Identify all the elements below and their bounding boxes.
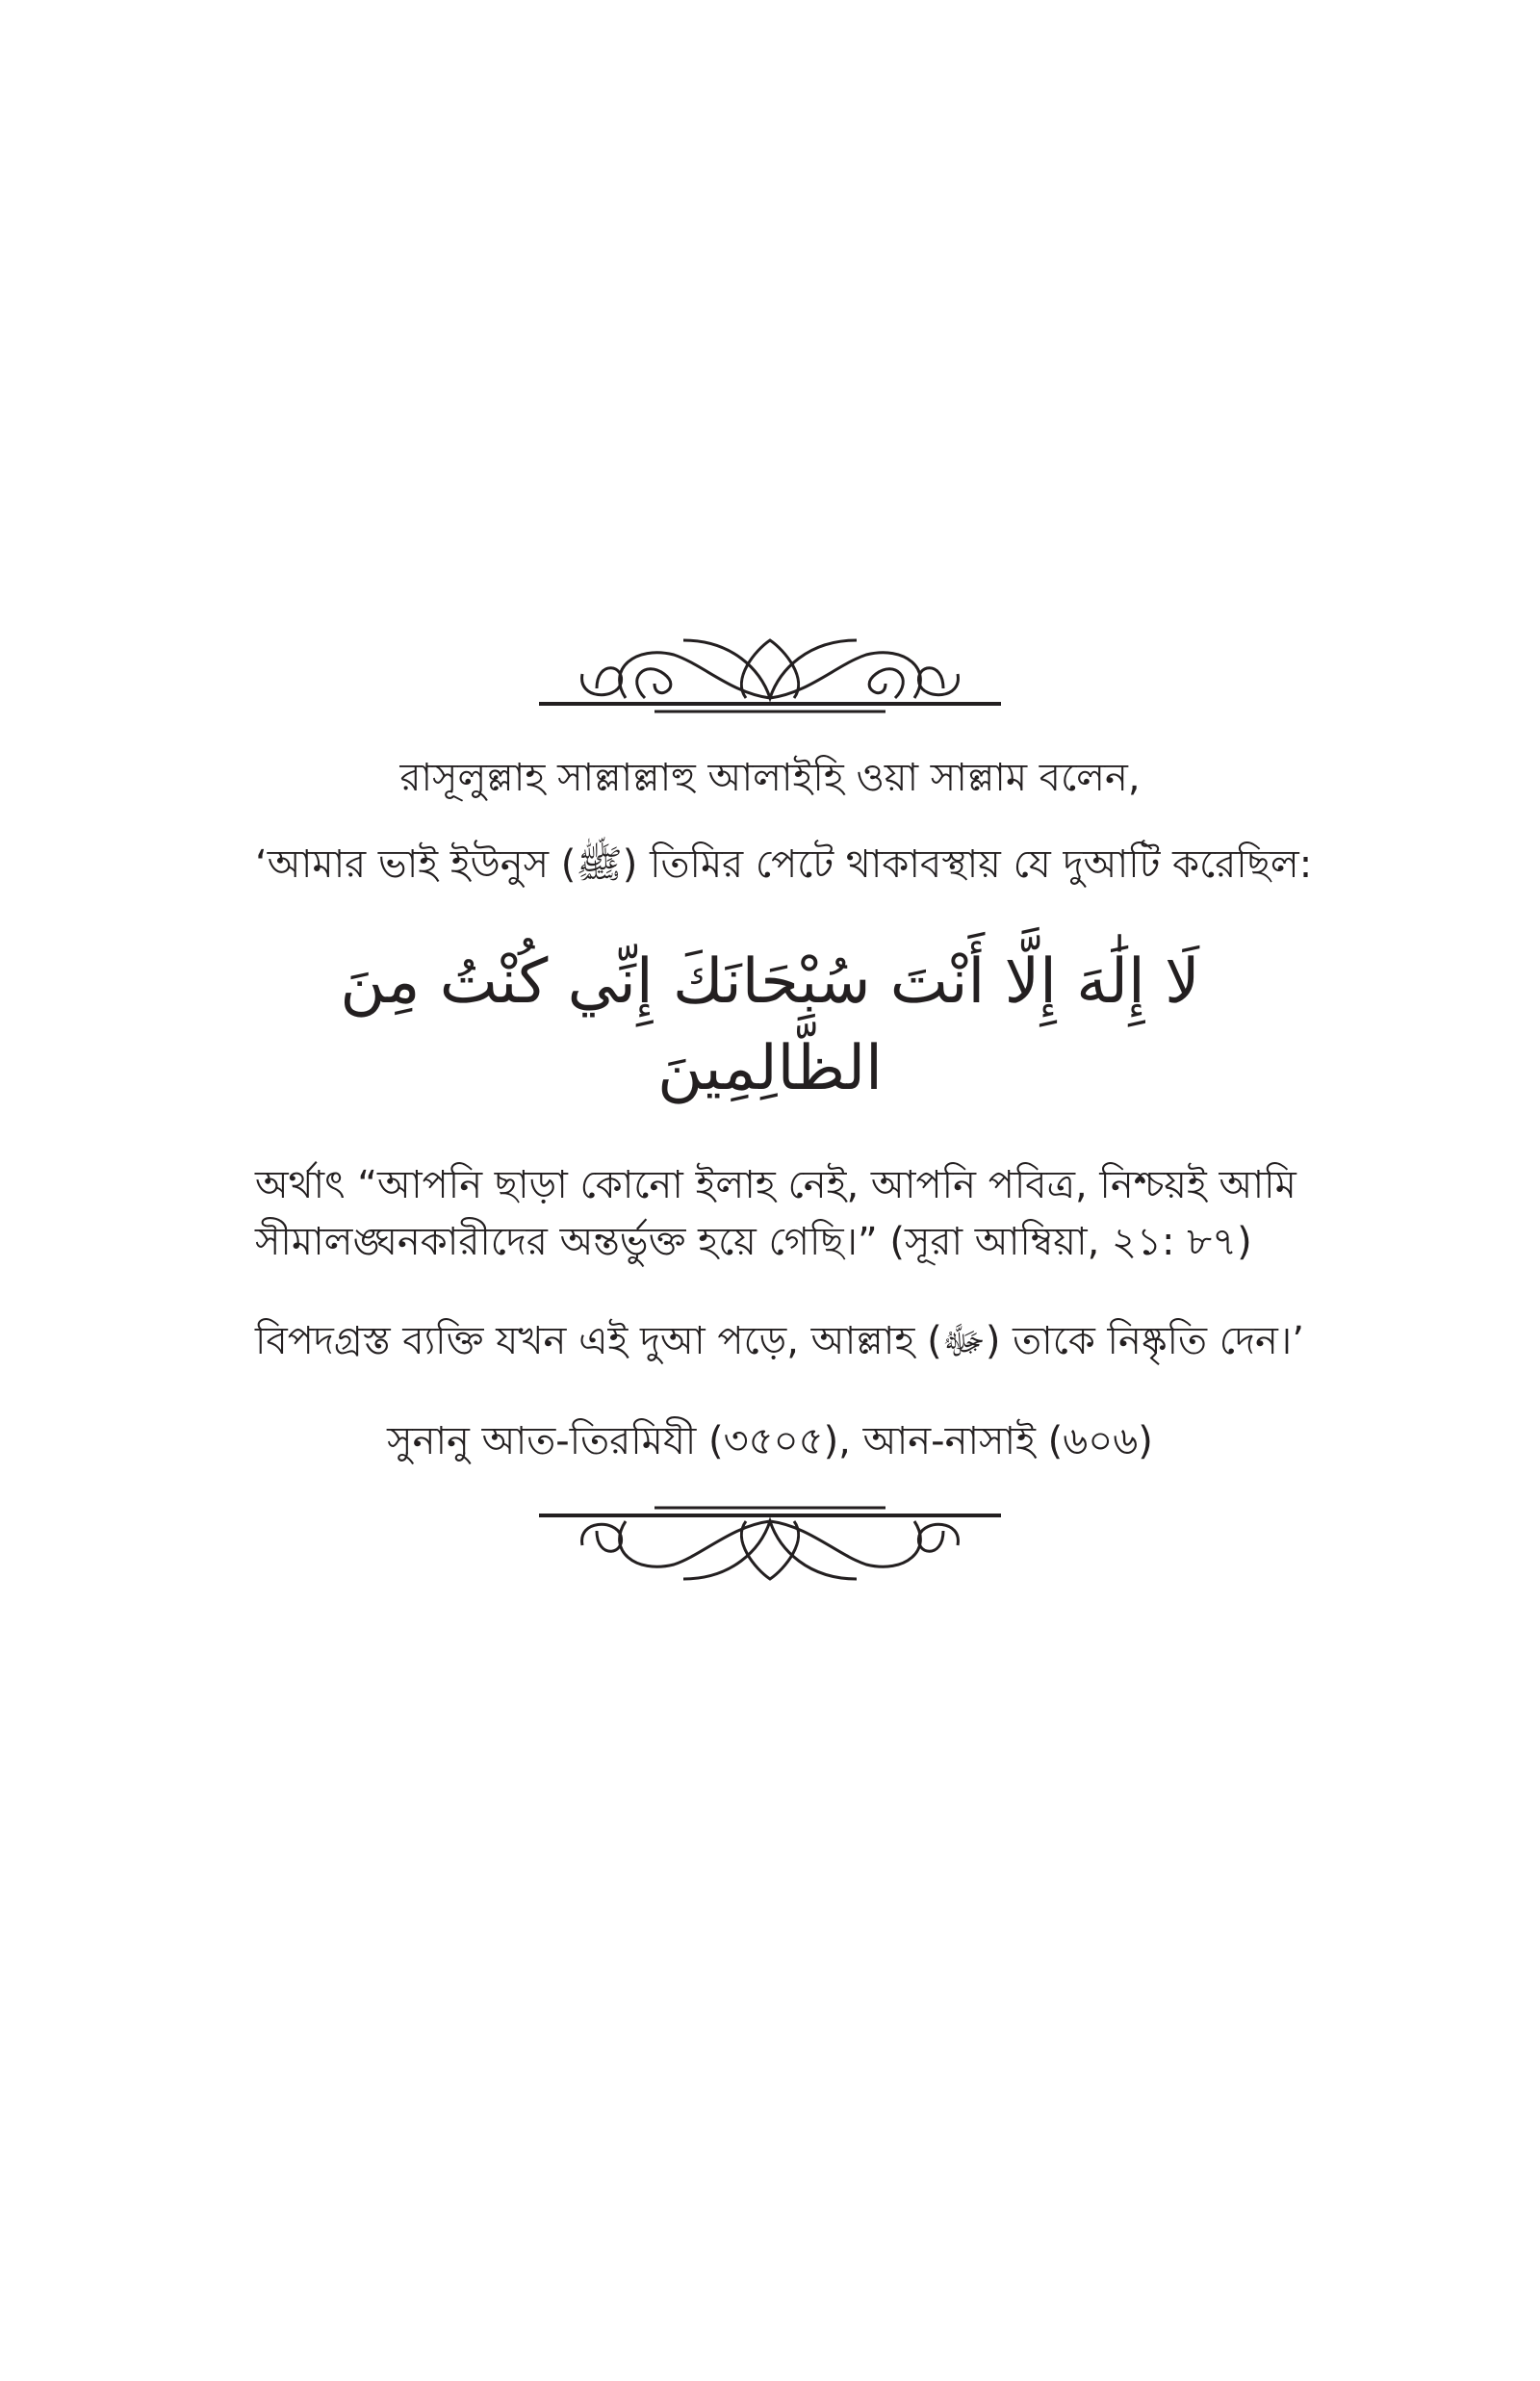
intro-text: রাসূলুল্লাহ সাল্লাল্লাহু আলাইহি ওয়া সাল্লাম বলেন, [399,756,1141,800]
arabic-dua-line-1: لَا إِلَٰهَ إِلَّا أَنْتَ سُبْحَانَكَ إِنِّي كُنْتُ مِنَ [340,946,1200,1018]
ornament-bottom-divider-icon [539,1502,1001,1589]
quote-intro-text: ‘আমার ভাই ইউনুস (ﷺ) তিমির পেটে থাকাবস্থায় যে দুআটি করেছিল: [255,842,1313,887]
meaning-line-2: সীমালঙ্ঘনকারীদের অন্তর্ভুক্ত হয়ে গেছি।” (সূরা আম্বিয়া, ২১: ৮৭) [255,1220,1252,1264]
meaning-line-1: অর্থাৎ “আপনি ছাড়া কোনো ইলাহ নেই, আপনি পবিত্র, নিশ্চয়ই আমি [255,1163,1296,1207]
reference-text: সুনানু আত-তিরমিযী (৩৫০৫), আন-নাসাই (৬০৬) [387,1419,1153,1463]
arabic-dua-line-2: الظَّالِمِينَ [657,1033,883,1104]
conclusion-text: বিপদগ্রস্ত ব্যক্তি যখন এই দুআ পড়ে, আল্লাহ (ﷻ) তাকে নিষ্কৃতি দেন।’ [255,1319,1304,1363]
ornament-top-divider-icon [539,631,1001,717]
